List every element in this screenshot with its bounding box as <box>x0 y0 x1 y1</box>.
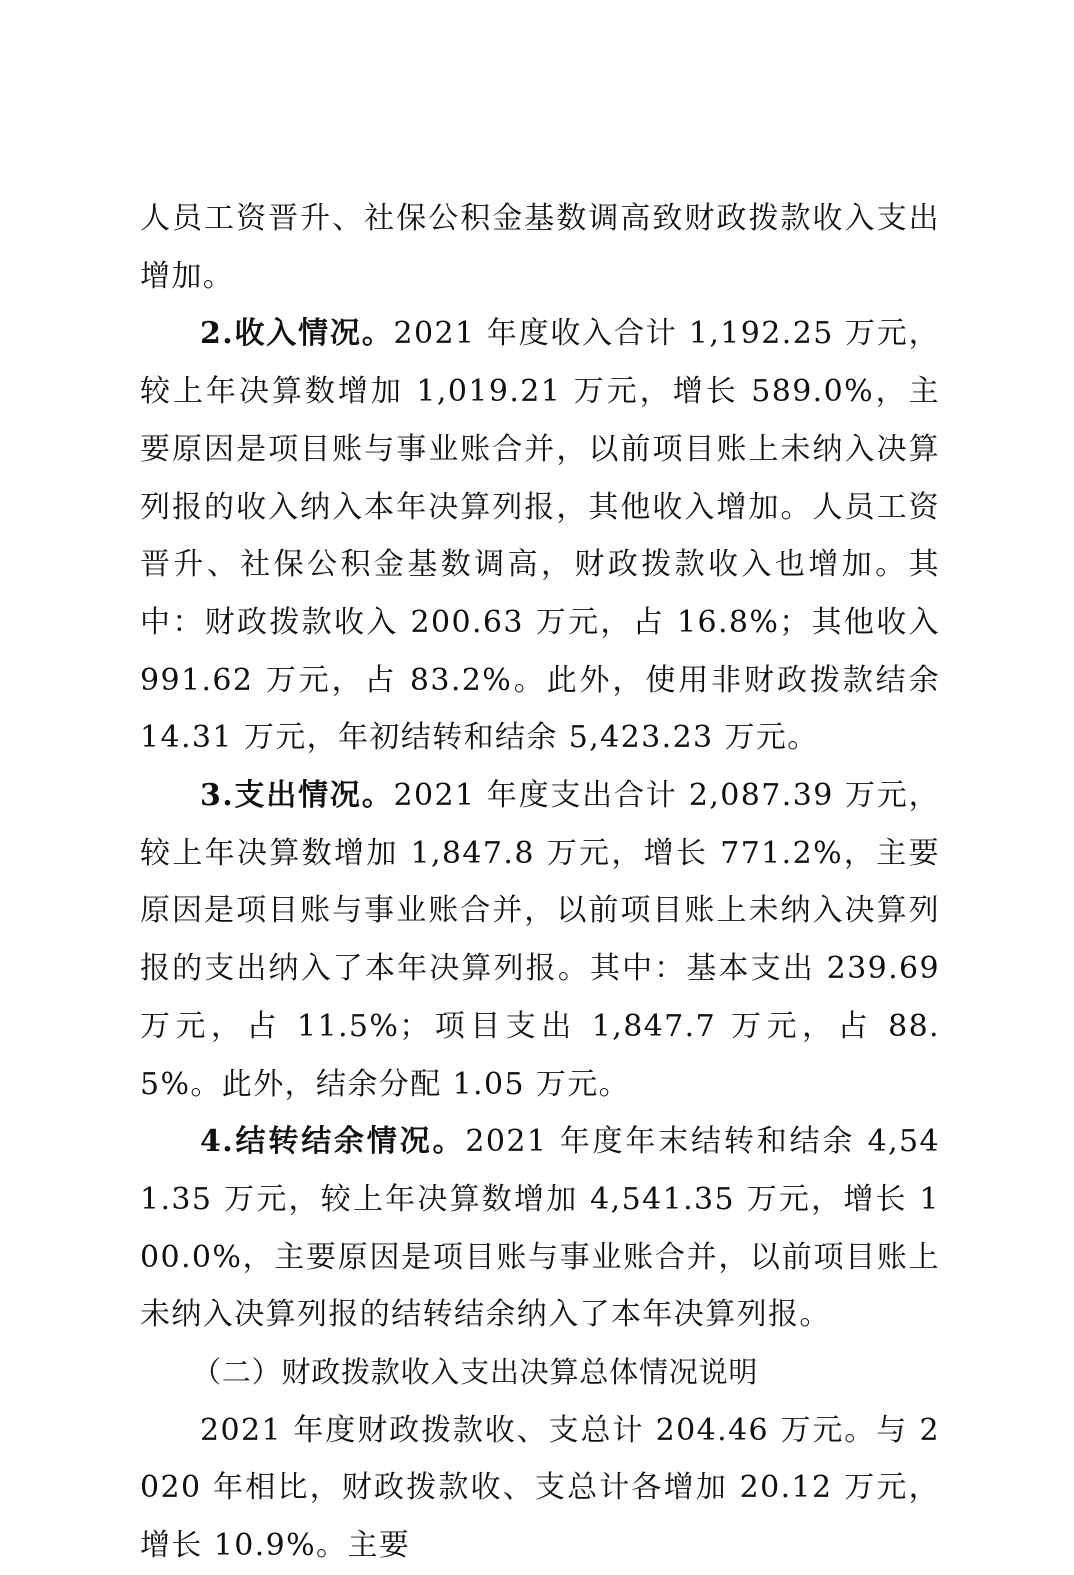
document-page <box>140 190 940 1575</box>
expenditure-text: 2021 年度支出合计 2,087.39 万元，较上年决算数增加 1,847.8 万元，增长 771.2%，主要原因是项目账与事业账合并，以前项目账上未纳入决算列报的支出纳入了本年决算列报。其中：基本支出 239.69 万元，占 11.5%；项目支出 1,847.7 万元，占 88.5%。此外，结余分配 1.05 万元。 <box>140 778 940 1102</box>
carryover-heading: 4.结转结余情况。 <box>200 1124 466 1160</box>
expenditure-heading: 3.支出情况。 <box>200 778 394 814</box>
section-heading: （二）财政拨款收入支出决算总体情况说明 <box>192 1355 759 1390</box>
income-text: 2021 年度收入合计 1,192.25 万元，较上年决算数增加 1,019.21 万元，增长 589.0%，主要原因是项目账与事业账合并，以前项目账上未纳入决算列报的收入纳入本年决算列报，其他收入增加。人员工资晋升、社保公积金基数调高，财政拨款收入也增加。其中：财政拨款收入 200.63 万元，占 16.8%；其他收入 991.62 万元，占 83.2%。此外，使用非财政拨款结余 14.31 万元，年初结转和结余 5,423.23 万元。 <box>140 316 940 756</box>
paragraph-carryover <box>140 1113 940 1344</box>
paragraph-continuation: 人员工资晋升、社保公积金基数调高致财政拨款收入支出增加。 <box>140 201 940 294</box>
paragraph-expenditure <box>140 767 940 1113</box>
paragraph-fiscal-summary: 2021 年度财政拨款收、支总计 204.46 万元。与 2020 年相比，财政拨款收、支总计各增加 20.12 万元，增长 10.9%。主要 <box>140 1412 940 1564</box>
carryover-text: 2021 年度年末结转和结余 4,541.35 万元，较上年决算数增加 4,541.35 万元，增长 100.0%，主要原因是项目账与事业账合并，以前项目账上未纳入决算列报的结转结余纳入了本年决算列报。 <box>140 1124 940 1333</box>
paragraph-income <box>140 305 940 767</box>
income-heading: 2.收入情况。 <box>200 316 394 352</box>
